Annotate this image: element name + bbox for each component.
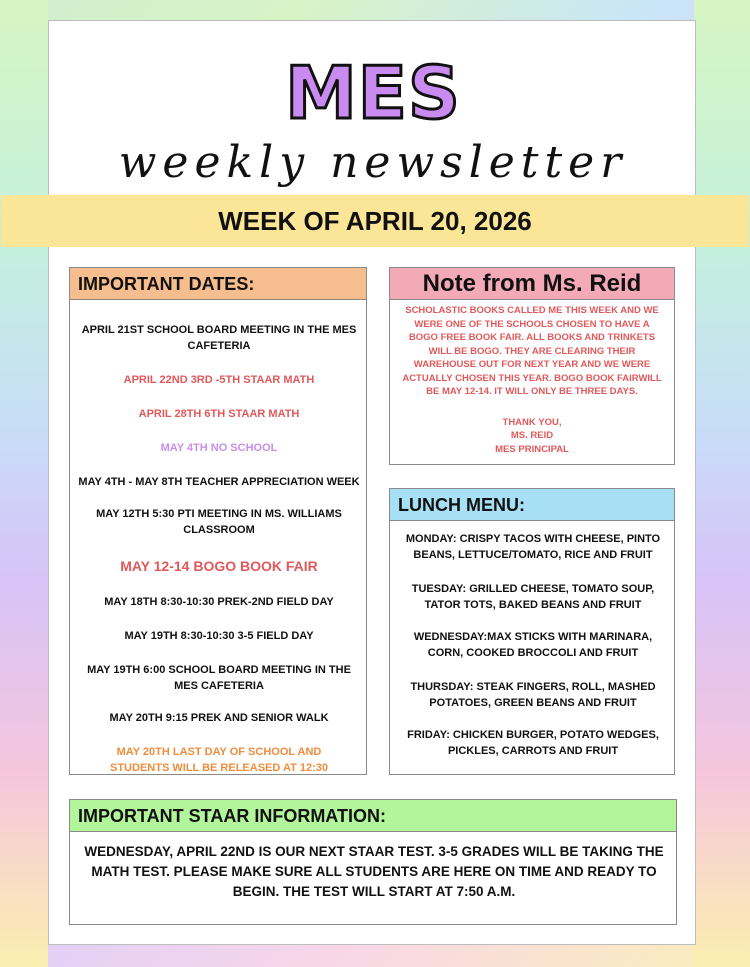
- staar-info-title: IMPORTANT STAAR INFORMATION:: [70, 800, 676, 832]
- principal-note-body: SCHOLASTIC BOOKS CALLED ME THIS WEEK AND WE WERE ONE OF THE SCHOOLS CHOSEN TO HAVE A BOGO FREE BOOK FAIR. ALL BOOKS AND TRINKETS WILL BE BOGO. THEY ARE CLEARING THEIR WAREHOUSE OUT FOR NEXT YEAR AND WE WERE ACTUALLY CHOSEN THIS YEAR. BOGO BOOK FAIRWILL BE MAY 12-14. IT WILL ONLY BE THREE DAYS.: [402, 305, 662, 397]
- date-item: MAY 4TH NO SCHOOL: [160, 442, 278, 454]
- date-item: MAY 4TH - MAY 8TH TEACHER APPRECIATION WEEK: [78, 476, 360, 488]
- date-item: MAY 12TH 5:30 PTI MEETING IN MS. WILLIAMS CLASSROOM: [96, 508, 342, 536]
- school-logo-text: MES: [285, 51, 461, 135]
- date-item: MAY 20TH LAST DAY OF SCHOOL AND STUDENTS WILL BE RELEASED AT 12:30: [110, 746, 328, 774]
- staar-info-body: WEDNESDAY, APRIL 22ND IS OUR NEXT STAAR TEST. 3-5 GRADES WILL BE TAKING THE MATH TEST. PLEASE MAKE SURE ALL STUDENTS ARE HERE ON TIME AND READY TO BEGIN. THE TEST WILL START AT 7:50 A.M.: [84, 844, 664, 899]
- lunch-item: FRIDAY: CHICKEN BURGER, POTATO WEDGES, PICKLES, CARROTS AND FRUIT: [407, 729, 659, 757]
- rainbow-border-right: [694, 0, 750, 967]
- lunch-item: TUESDAY: GRILLED CHEESE, TOMATO SOUP, TATOR TOTS, BAKED BEANS AND FRUIT: [411, 583, 655, 611]
- lunch-item: THURSDAY: STEAK FINGERS, ROLL, MASHED POTATOES, GREEN BEANS AND FRUIT: [410, 681, 656, 709]
- date-item: APRIL 22ND 3RD -5TH STAAR MATH: [123, 374, 315, 386]
- week-banner: WEEK OF APRIL 20, 2026: [1, 195, 749, 247]
- date-item: APRIL 28TH 6TH STAAR MATH: [138, 408, 300, 420]
- lunch-menu-title: LUNCH MENU:: [390, 489, 674, 521]
- newsletter-page: [48, 20, 696, 945]
- note-signature-role: MES PRINCIPAL: [495, 443, 569, 455]
- newsletter-subtitle: weekly newsletter: [118, 137, 628, 188]
- important-dates-title: IMPORTANT DATES:: [70, 268, 366, 300]
- date-item: MAY 19TH 6:00 SCHOOL BOARD MEETING IN THE MES CAFETERIA: [87, 664, 351, 692]
- principal-note-title: Note from Ms. Reid: [390, 268, 674, 300]
- date-item: MAY 19TH 8:30-10:30 3-5 FIELD DAY: [124, 630, 314, 642]
- rainbow-border-left: [0, 0, 48, 967]
- date-item: APRIL 21ST SCHOOL BOARD MEETING IN THE MES CAFETERIA: [81, 324, 357, 352]
- date-item: MAY 18TH 8:30-10:30 PREK-2ND FIELD DAY: [104, 596, 334, 608]
- important-dates-box: [69, 267, 367, 775]
- date-item: MAY 12-14 BOGO BOOK FAIR: [120, 558, 318, 574]
- principal-note-box: [389, 267, 675, 465]
- lunch-menu-box: [389, 488, 675, 775]
- date-item: MAY 20TH 9:15 PREK AND SENIOR WALK: [109, 712, 329, 724]
- note-signature-name: MS. REID: [510, 430, 554, 441]
- lunch-item: MONDAY: CRISPY TACOS WITH CHEESE, PINTO BEANS, LETTUCE/TOMATO, RICE AND FRUIT: [405, 533, 661, 561]
- note-closing: THANK YOU,: [502, 416, 562, 428]
- staar-info-box: [69, 799, 677, 925]
- lunch-item: WEDNESDAY:MAX STICKS WITH MARINARA, CORN, COOKED BROCCOLI AND FRUIT: [413, 631, 653, 659]
